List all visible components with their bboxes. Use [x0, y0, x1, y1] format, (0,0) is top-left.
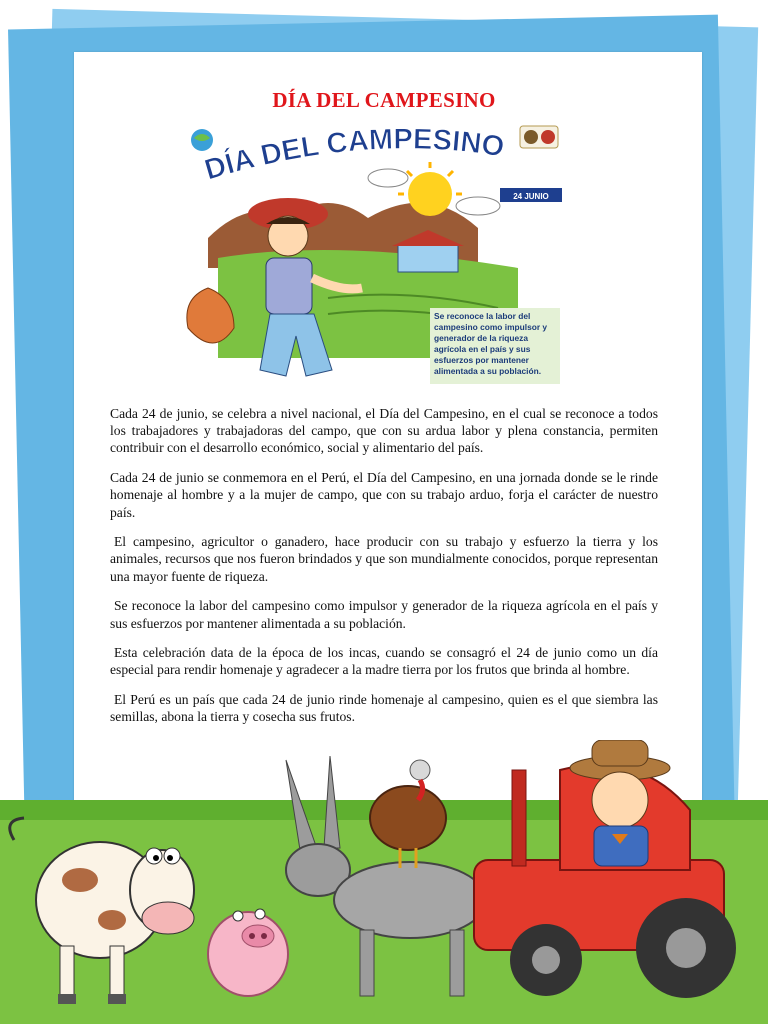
poster-heading: DÍA DEL CAMPESINO: [201, 123, 507, 187]
svg-text:generador de la riqueza: generador de la riqueza: [434, 333, 529, 343]
date-badge-label: 24 JUNIO: [513, 192, 549, 201]
globe-logo-icon: [191, 129, 213, 151]
svg-text:campesino como impulsor y: campesino como impulsor y: [434, 322, 548, 332]
crest-logo-icon: [520, 126, 558, 148]
svg-text:alimentada a su población.: alimentada a su población.: [434, 366, 542, 376]
paragraph: Esta celebración data de la época de los incas, cuando se consagró el 24 de junio como un día especial para rendir homenaje y agradecer a la madre tierra por los frutos que brinda al hombre.: [110, 645, 658, 678]
paragraph: El campesino, agricultor o ganadero, hace producir con su trabajo y esfuerzo la tierra y los animales, recursos que nos fueron brindados y que son mundialmente conocidos, porque representan una mayor fuente de riqueza.: [110, 534, 658, 584]
paragraph: Cada 24 de junio se conmemora en el Perú, el Día del Campesino, en una jornada donde se le rinde homenaje al hombre y a la mujer de campo, que con su trabajo arduo, forja el carácter de nuestro país.: [110, 470, 658, 520]
paragraph: El Perú es un país que cada 24 de junio rinde homenaje al campesino, quien es el que siembra las semillas, abona la tierra y cosecha sus frutos.: [110, 692, 658, 725]
paragraph: Cada 24 de junio, se celebra a nivel nacional, el Día del Campesino, en el cual se reconoce a todos los trabajadores y trabajadoras del campo, que con su ardua labor y plena constancia, permiten contribuir con el desarrollo económico, social y alimentario del país.: [110, 406, 658, 456]
svg-text:esfuerzos por mantener: esfuerzos por mantener: [434, 355, 529, 365]
paragraph: Se reconoce la labor del campesino como impulsor y generador de la riqueza agrícola en el país y sus esfuerzos por mantener alimentada a su población.: [110, 598, 658, 631]
document-body: [110, 405, 658, 738]
document-title: DÍA DEL CAMPESINO: [272, 88, 496, 112]
campesino-poster: [178, 118, 566, 390]
svg-text:agrícola en el país y sus: agrícola en el país y sus: [434, 344, 531, 354]
farm-animals-scene: [0, 740, 768, 1024]
svg-text:Se reconoce la labor del: Se reconoce la labor del: [434, 311, 531, 321]
